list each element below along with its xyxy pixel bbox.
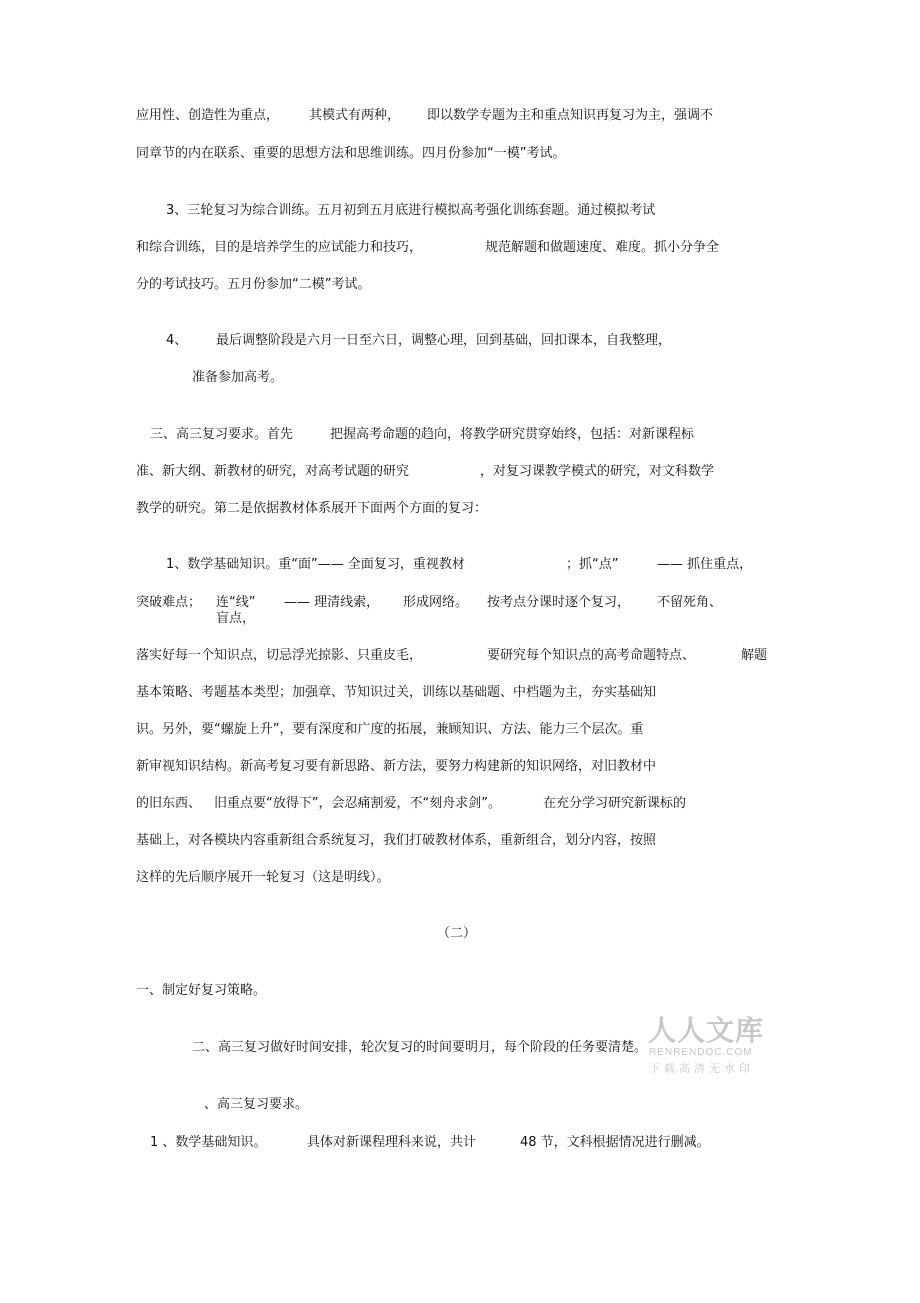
text-line: 识。另外，要“螺旋上升”，要有深度和广度的拓展，兼顾知识、方法、能力三个层次。重 (136, 722, 644, 737)
text-line: 4、 (166, 333, 188, 348)
text-line: 要研究每个知识点的高考命题特点、 (487, 648, 696, 663)
text-line: 、高三复习要求。 (204, 1097, 309, 1112)
watermark-brand: 人人文库 (648, 1014, 765, 1047)
watermark-site: RENRENDOC.COM (649, 1047, 753, 1058)
text-line: 一、制定好复习策略。 (136, 983, 267, 998)
text-line: 的旧东西、 (136, 796, 202, 811)
text-line: 准、新大纲、新教材的研究，对高考试题的研究 (136, 464, 410, 479)
text-line: 1、数学基础知识。重“面”—— 全面复习，重视教材 (166, 557, 465, 572)
text-line: —— 抓住重点， (657, 557, 753, 572)
text-line: 形成网络。 (403, 595, 469, 610)
text-line: 三、高三复习要求。首先 (150, 427, 294, 442)
text-line: 其模式有两种， (309, 108, 401, 123)
text-line: 按考点分课时逐个复习， (487, 595, 631, 610)
text-line: 基础上，对各模块内容重新组合系统复习，我们打破教材体系，重新组合，划分内容，按照 (136, 833, 657, 848)
text-line: 基本策略、考题基本类型；加强章、节知识过关，训练以基础题、中档题为主，夯实基础知 (136, 685, 657, 700)
text-line: 1 、数学基础知识。 (150, 1135, 267, 1150)
text-line: 二、高三复习做好时间安排，轮次复习的时间要明月，每个阶段的任务要清楚。 (192, 1040, 648, 1055)
text-line: 连“线” (216, 595, 256, 610)
text-line: 解题 (741, 648, 768, 663)
text-line: 分的考试技巧。五月份参加“二模”考试。 (136, 277, 371, 292)
text-line: 应用性、创造性为重点， (136, 108, 280, 123)
text-line: 3、三轮复习为综合训练。五月初到五月底进行模拟高考强化训练套题。通过模拟考试 (166, 203, 656, 218)
text-line: 即以数学专题为主和重点知识再复习为主，强调不 (427, 108, 714, 123)
text-line: 突破难点； (136, 595, 202, 610)
text-line: 准备参加高考。 (192, 370, 284, 385)
text-line: 同章节的内在联系、重要的思想方法和思维训练。四月份参加“一模”考试。 (136, 146, 566, 161)
text-line: 不留死角、 (657, 595, 723, 610)
text-line: 把握高考命题的趋向，将教学研究贯穿始终，包括：对新课程标 (330, 427, 695, 442)
text-line: 最后调整阶段是六月一日至六日，调整心理，回到基础，回扣课本，自我整理， (216, 333, 672, 348)
text-line: 新审视知识结构。新高考复习要有新思路、新方法，要努力构建新的知识网络，对旧教材中 (136, 759, 657, 774)
text-line: 旧重点要“放得下”，会忍痛割爱，不“刻舟求剑”。 (214, 796, 501, 811)
text-line: 落实好每一个知识点，切忌浮光掠影、只重皮毛， (136, 648, 423, 663)
text-line: 盲点， (216, 611, 256, 626)
text-line: ；抓“点” (566, 557, 619, 572)
text-line: —— 理清线索， (284, 595, 380, 610)
text-line: 这样的先后顺序展开一轮复习（这是明线）。 (136, 870, 390, 885)
text-line: 具体对新课程理科来说，共计 (307, 1135, 477, 1150)
text-line: ，对复习课教学模式的研究，对文科数学 (480, 464, 715, 479)
text-line: 在充分学习研究新课标的 (543, 796, 687, 811)
text-line: 和综合训练，目的是培养学生的应试能力和技巧， (136, 240, 423, 255)
text-line: 规范解题和做题速度、难度。抓小分争全 (485, 240, 720, 255)
text-line: 教学的研究。第二是依据教材体系展开下面两个方面的复习： (136, 501, 488, 516)
watermark-tagline: 下载高清无水印 (649, 1062, 754, 1075)
section-heading: （二） (437, 926, 477, 941)
text-line: 48 节，文科根据情况进行删减。 (520, 1135, 710, 1150)
